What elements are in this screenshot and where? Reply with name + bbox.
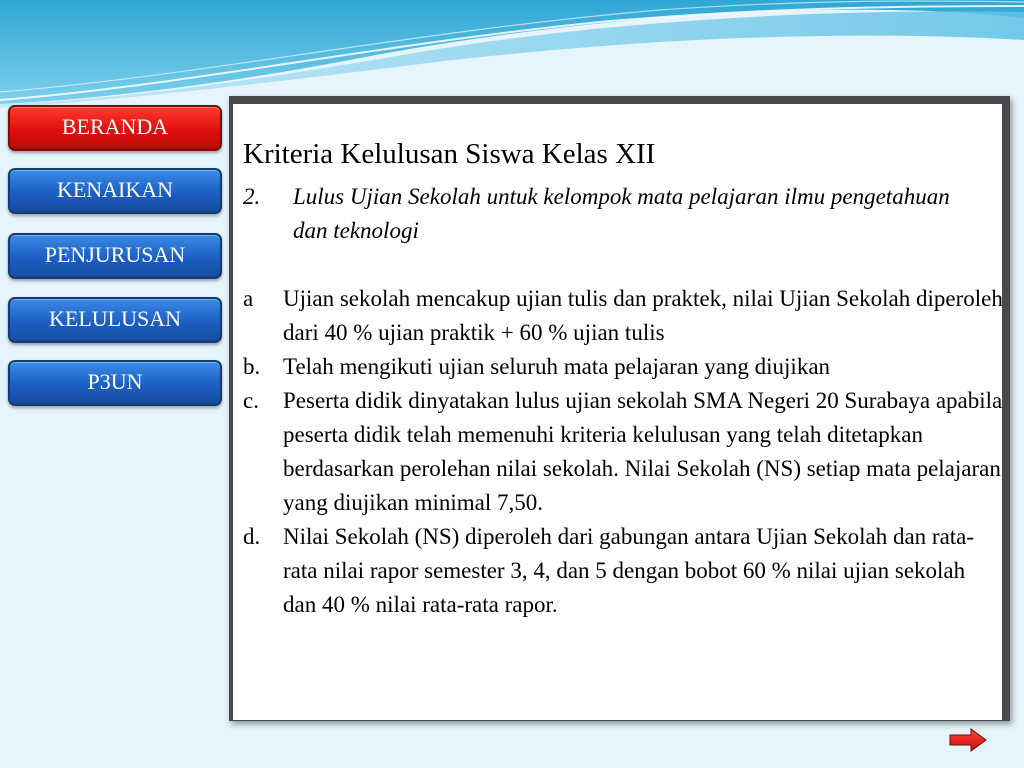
criteria-text: Ujian sekolah mencakup ujian tulis dan praktek, nilai Ujian Sekolah diperoleh dari 40 % ujian praktik + 60 % ujian tulis bbox=[283, 286, 1003, 345]
nav-button-kenaikan[interactable]: KENAIKAN bbox=[8, 168, 222, 214]
criteria-text: Peserta didik dinyatakan lulus ujian sekolah SMA Negeri 20 Surabaya apabila peserta didik telah memenuhi kriteria kelulusan yang telah ditetapkan berdasarkan perolehan nilai sekolah. Nilai Sekolah (NS) setiap mata pelajaran yang diujikan minimal 7,50. bbox=[283, 388, 1003, 515]
nav-button-kelulusan[interactable]: KELULUSAN bbox=[8, 297, 222, 343]
page-title: Kriteria Kelulusan Siswa Kelas XII bbox=[243, 138, 656, 170]
criteria-text: Nilai Sekolah (NS) diperoleh dari gabungan antara Ujian Sekolah dan rata-rata nilai rapor semester 3, 4, dan 5 dengan bobot 60 % nilai ujian sekolah dan 40 % nilai rata-rata rapor. bbox=[283, 524, 975, 617]
criteria-marker: b. bbox=[243, 354, 261, 379]
criteria-marker: a bbox=[243, 286, 254, 311]
subtitle-number: 2. bbox=[243, 184, 261, 209]
nav-button-p3un[interactable]: P3UN bbox=[8, 360, 222, 406]
nav-button-beranda[interactable]: BERANDA bbox=[8, 105, 222, 151]
criteria-item-a bbox=[243, 282, 1003, 350]
criteria-marker: d. bbox=[243, 524, 261, 549]
subtitle bbox=[243, 180, 983, 248]
criteria-marker: c. bbox=[243, 388, 259, 413]
criteria-text: Telah mengikuti ujian seluruh mata pelajaran yang diujikan bbox=[283, 354, 831, 379]
nav-button-penjurusan[interactable]: PENJURUSAN bbox=[8, 233, 222, 279]
criteria-list bbox=[243, 282, 1003, 622]
arrow-right-icon[interactable] bbox=[949, 728, 987, 752]
criteria-item-d bbox=[243, 520, 1003, 622]
subtitle-text: Lulus Ujian Sekolah untuk kelompok mata pelajaran ilmu pengetahuan dan teknologi bbox=[293, 184, 950, 243]
criteria-item-c bbox=[243, 384, 1003, 520]
criteria-item-b bbox=[243, 350, 1003, 384]
header-wave-decoration bbox=[0, 0, 1024, 110]
